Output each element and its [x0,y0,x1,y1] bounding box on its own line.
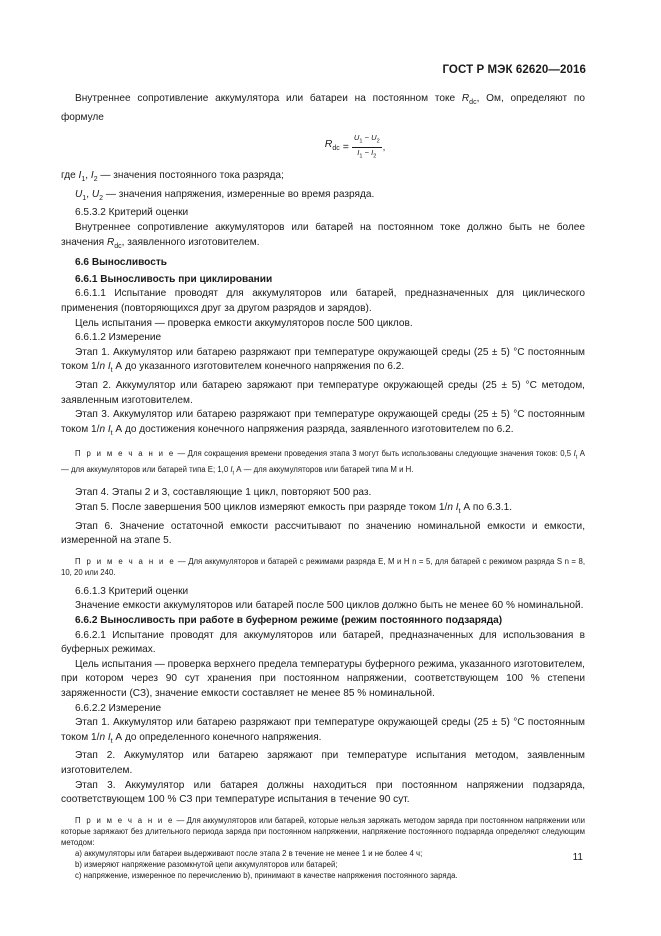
rdc-intro-paragraph: Внутреннее сопротивление аккумулятора или батареи на постоянном токе $R_{dc}$, Ом, определяют по формуле [61,93,585,123]
section-6-5-3-2: 6.5.3.2 Критерий оценки [75,207,189,219]
where-line-1: где $I_1$, $I_2$ — значения постоянного тока разряда; [61,170,284,184]
page-content [61,92,585,881]
section-6-6-1-heading: 6.6.1 Выносливость при циклировании [75,273,273,285]
float-step-2: Этап 2. Аккумулятор или батарею заряжают при температуре испытания методом, заявленным изготовителем. [61,750,585,776]
page-number: 11 [572,852,583,863]
section-6-6-2-2: 6.6.2.2 Измерение [75,702,162,714]
float-step-3: Этап 3. Аккумулятор или батарея должны находиться при постоянном напряжении подзаряда, соответствующем 100 % СЗ при температуре испытания в течение 90 сут. [61,779,585,806]
where-line-2: $U_1$, $U_2$ — значения напряжения, измеренные во время разряда. [75,188,375,202]
section-6-6-2-1: 6.6.2.1 Испытание проводят для аккумуляторов или батарей, предназначенных для использования в буферных режимах. [61,629,585,656]
cycle-step-6: Этап 6. Значение остаточной емкости рассчитывают по значению номинальной емкости и емкости, измеренной на этапе 5. [61,520,585,547]
criterion-500-cycles: Значение емкости аккумуляторов или батарей после 500 циклов должно быть не менее 60 % номинальной. [75,600,584,612]
rdc-formula [125,131,585,163]
note-1: П р и м е ч а н и е — Для сокращения времени проведения этапа 3 могут быть использованы следующие значения токов: 0,5 $I_t$ А — для аккумуляторов или батарей типа Е; 1,0 $I_t$ А — для аккумуляторов или батарей типа М и Н. [61,449,585,477]
section-6-6-1-3: 6.6.1.3 Критерий оценки [75,585,189,597]
test-goal-cycling: Цель испытания — проверка емкости аккумуляторов после 500 циклов. [75,317,413,329]
formula-lhs: $R_{dc}$ [324,138,340,153]
standard-header: ГОСТ Р МЭК 62620—2016 [442,64,586,76]
test-goal-float: Цель испытания — проверка верхнего предела температуры буферного режима, указанного изготовителем, при котором через 90 сут хранения при постоянном напряжении, соответствующем 100 % степени заряженности (СЗ), значение емкости составляет не менее 85 % номинальной. [61,658,585,700]
note-3-item-c: c) напряжение, измеренное по перечислению b), принимают в качестве напряжения постоянного заряда. [75,870,458,880]
cycle-step-1: Этап 1. Аккумулятор или батарею разряжают при температуре окружающей среды (25 ± 5) °С постоянным током 1/n $I_t$ А до указанного изготовителем конечного напряжения по 6.2. [61,346,585,375]
formula-comma: , [382,141,386,152]
note-3-item-a: а) аккумуляторы или батареи выдерживают после этапа 2 в течение не менее 1 и не более 4 ч; [75,848,423,858]
formula-fraction [352,133,382,161]
note-3-item-b: b) измеряют напряжение разомкнутой цепи аккумуляторов или батарей; [75,859,338,869]
note-2: П р и м е ч а н и е — Для аккумуляторов и батарей с режимами разряда Е, М и Н n = 5, для батарей с режимом разряда S n = 8, 10, 20 или 240. [61,556,585,577]
section-6-6-2-heading: 6.6.2 Выносливость при работе в буферном режиме (режим постоянного подзаряда) [75,615,503,627]
section-6-6-1-1: 6.6.1.1 Испытание проводят для аккумуляторов или батарей, предназначенных для циклического применения (повторяющихся друг за другом разрядов и зарядов). [61,288,585,314]
rdc-criterion: Внутреннее сопротивление аккумуляторов или батарей на постоянном токе должно быть не более значения $R_{dc}$, заявленного изготовителем. [61,222,585,250]
formula-equals: = [342,140,349,153]
cycle-step-3: Этап 3. Аккумулятор или батарею разряжают при температуре окружающей среды (25 ± 5) °С постоянным током 1/n $I_t$ А до достижения конечного напряжения разряда, заявленного изготовителем по 6.2. [61,409,585,437]
section-6-6-1-2: 6.6.1.2 Измерение [75,332,162,344]
cycle-step-4: Этап 4. Этапы 2 и 3, составляющие 1 цикл, повторяют 500 раз. [75,487,372,499]
float-step-1: Этап 1. Аккумулятор или батарею разряжают при температуре окружающей среды (25 ± 5) °С постоянным током 1/n $I_t$ А до определенного конечного напряжения. [61,717,585,745]
cycle-step-5: Этап 5. После завершения 500 циклов измеряют емкость при разряде током 1/n $I_t$ А по 6.3.1. [75,502,513,516]
section-6-6-heading: 6.6 Выносливость [75,257,167,269]
formula-denominator: $I_1 - I_2$ [357,147,377,160]
formula-numerator: $U_1 - U_2$ [352,133,382,148]
cycle-step-2: Этап 2. Аккумулятор или батарею заряжают при температуре окружающей среды (25 ± 5) °С методом, заявленным изготовителем. [61,379,585,406]
note-3: П р и м е ч а н и е — Для аккумуляторов или батарей, которые нельзя заряжать методом заряда при постоянном напряжении или которые заряжают без длительного периода заряда при постоянном напряжении, напряжение постоянного подзаряда определяют следующим методом: [61,815,585,847]
